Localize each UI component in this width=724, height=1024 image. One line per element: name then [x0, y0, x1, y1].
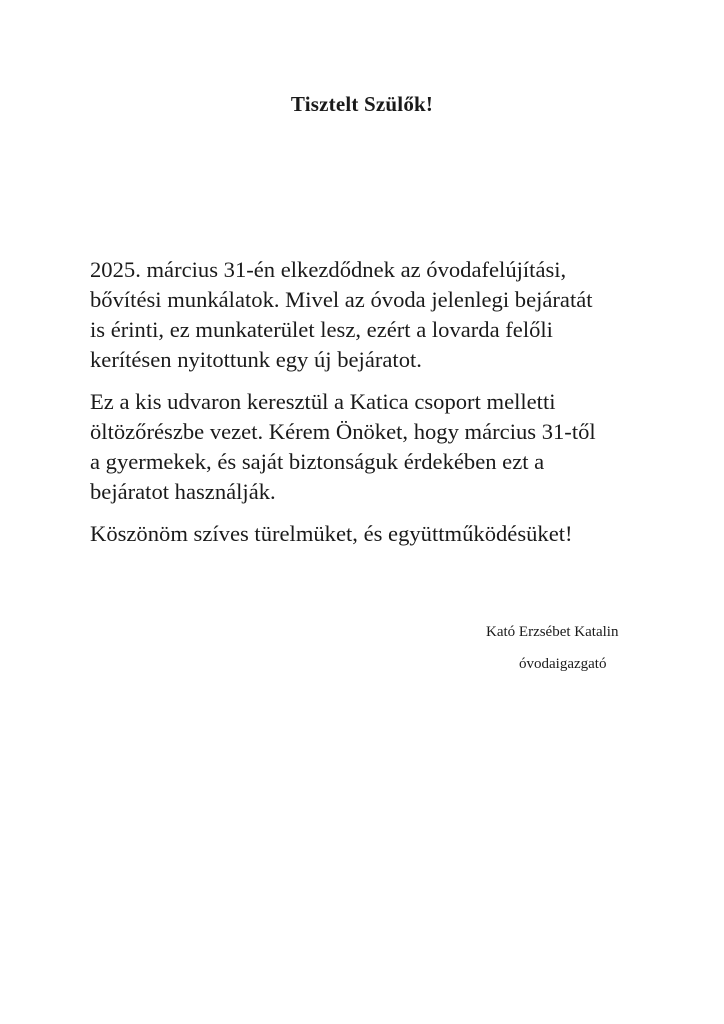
paragraph-line: is érinti, ez munkaterület lesz, ezért a lovarda felőli: [90, 317, 553, 342]
signature-name: Kató Erzsébet Katalin: [486, 624, 619, 640]
paragraph-thanks: [90, 519, 650, 549]
paragraph-line: Ez a kis udvaron keresztül a Katica csoport melletti: [90, 389, 556, 414]
paragraph-line: kerítésen nyitottunk egy új bejáratot.: [90, 347, 422, 372]
letter-title: Tisztelt Szülők!: [290, 92, 434, 116]
letter-body: [90, 255, 650, 549]
paragraph-new-entrance: [90, 387, 650, 507]
signature-role: óvodaigazgató: [519, 656, 607, 672]
paragraph-line: 2025. március 31-én elkezdődnek az óvodafelújítási,: [90, 257, 567, 282]
paragraph-line: öltözőrészbe vezet. Kérem Önöket, hogy március 31-től: [90, 419, 596, 444]
paragraph-start-date: [90, 255, 650, 375]
paragraph-line: bővítési munkálatok. Mivel az óvoda jelenlegi bejáratát: [90, 287, 593, 312]
paragraph-line: a gyermekek, és saját biztonságuk érdekében ezt a: [90, 449, 545, 474]
paragraph-line: bejáratot használják.: [90, 479, 276, 504]
paragraph-line: Köszönöm szíves türelmüket, és együttműködésüket!: [90, 521, 573, 546]
